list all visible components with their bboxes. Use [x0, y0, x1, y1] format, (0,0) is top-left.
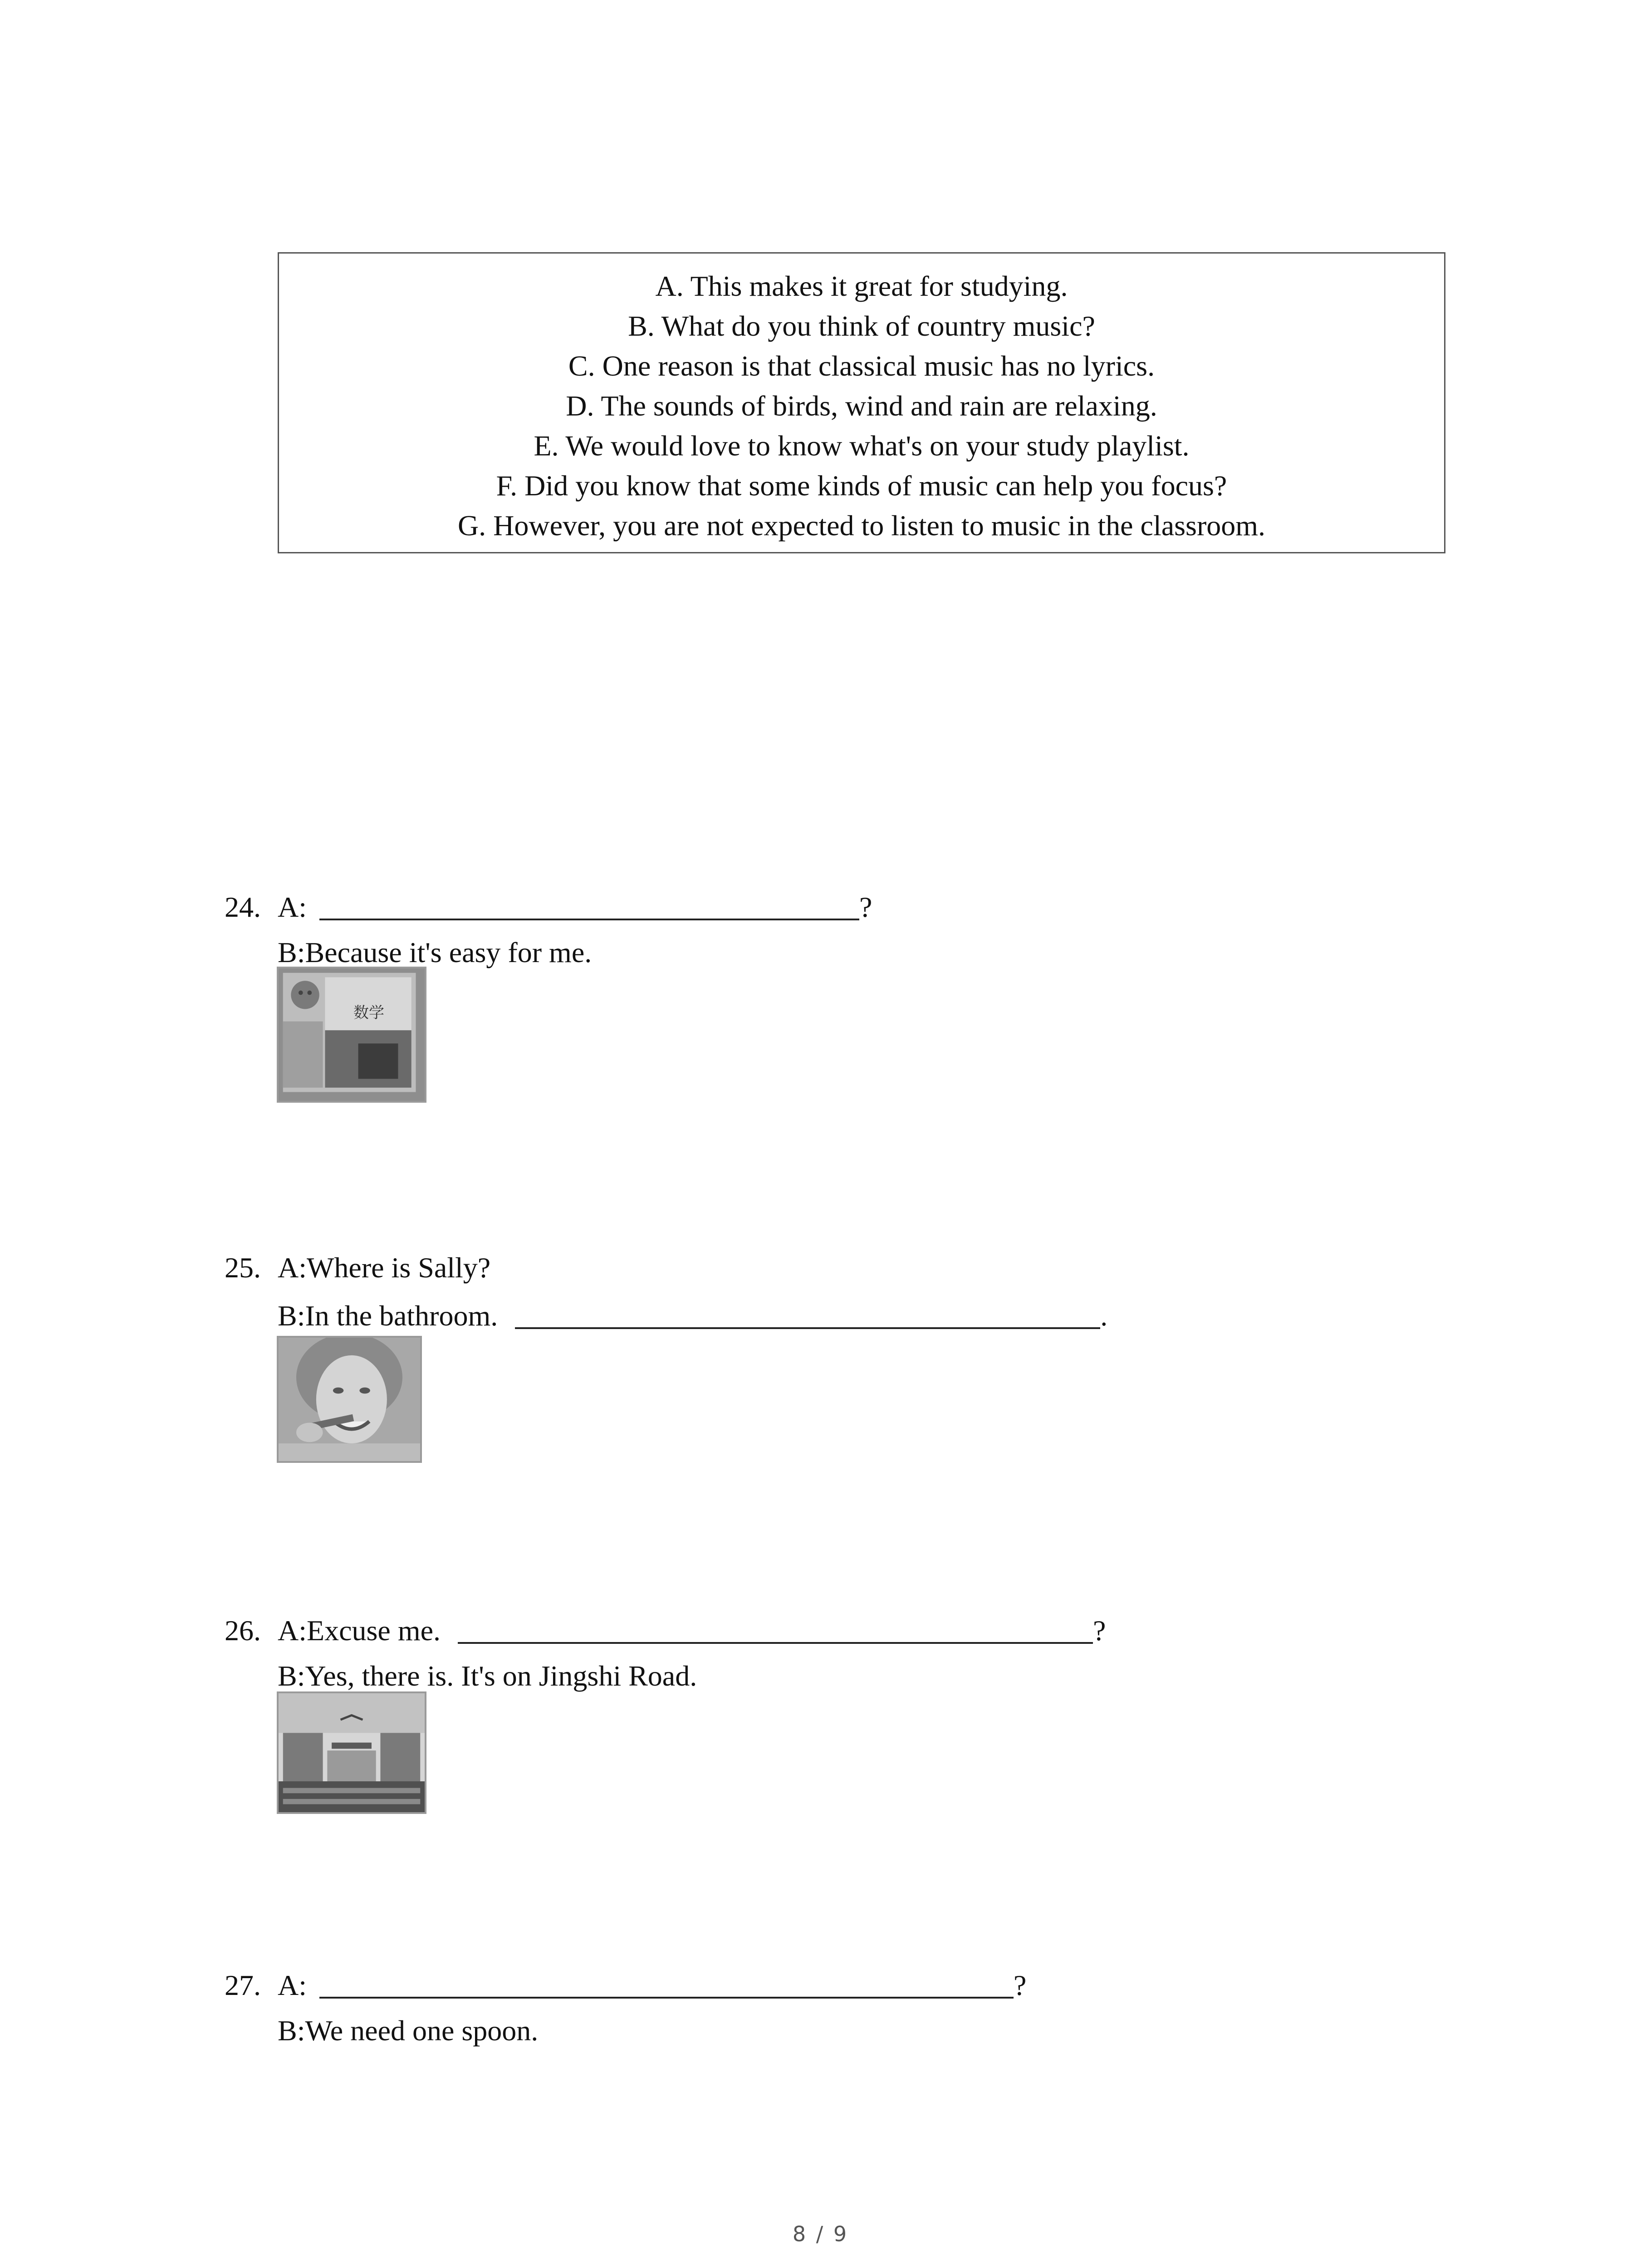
line-b: B:We need one spoon.	[278, 2014, 539, 2047]
speaker-a-label: A:	[278, 891, 307, 923]
line-a: A:Where is Sally?	[278, 1251, 491, 1284]
option-g: G. However, you are not expected to listen to music in the classroom.	[457, 509, 1266, 542]
math-textbook-image	[277, 967, 426, 1103]
speaker-a-label: A:	[278, 1969, 307, 2001]
speaker-a-text: A:Excuse me.	[278, 1614, 441, 1647]
option-e: E. We would love to know what's on your study playlist.	[534, 430, 1190, 462]
line-b: B:Because it's easy for me.	[278, 936, 592, 968]
page-number: 8 / 9	[792, 2222, 849, 2246]
answer-blank[interactable]	[458, 1615, 1093, 1644]
option-a: A. This makes it great for studying.	[655, 270, 1068, 302]
question-mark: ?	[1014, 1969, 1027, 2001]
question-number: 27.	[225, 1969, 261, 2001]
line-b: B:Yes, there is. It's on Jingshi Road.	[278, 1660, 697, 1692]
answer-blank[interactable]	[319, 1970, 1014, 1999]
option-b: B. What do you think of country music?	[628, 310, 1095, 342]
speaker-b-text: B:In the bathroom.	[278, 1300, 498, 1332]
answer-blank[interactable]	[515, 1300, 1100, 1329]
option-d: D. The sounds of birds, wind and rain are relaxing.	[566, 390, 1157, 422]
option-f: F. Did you know that some kinds of music can help you focus?	[496, 469, 1227, 502]
question-mark: ?	[859, 891, 872, 923]
question-number: 26.	[225, 1614, 261, 1647]
textbook-title: 数学	[353, 1004, 384, 1022]
question-mark: ?	[1093, 1614, 1106, 1647]
period-mark: .	[1100, 1300, 1108, 1332]
answer-blank[interactable]	[319, 891, 859, 920]
girl-brushing-teeth-image	[277, 1336, 422, 1463]
options-box	[278, 252, 1445, 553]
question-number: 24.	[225, 891, 261, 923]
option-c: C. One reason is that classical music has no lyrics.	[568, 350, 1155, 382]
school-building-image	[277, 1691, 426, 1814]
question-number: 25.	[225, 1251, 261, 1284]
